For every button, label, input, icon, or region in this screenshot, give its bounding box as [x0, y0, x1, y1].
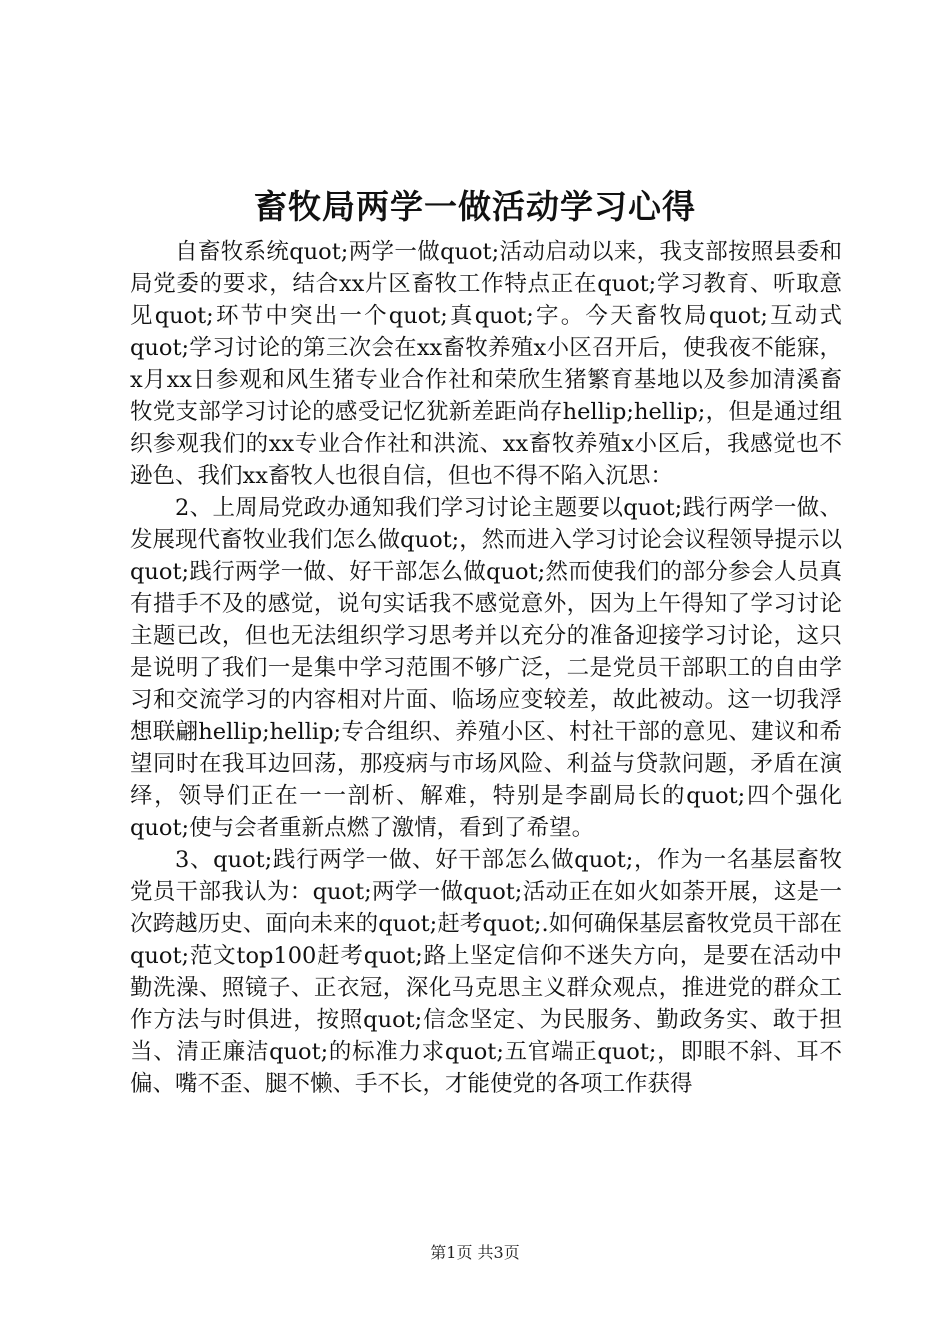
paragraph-3: 3、quot;践行两学一做、好干部怎么做quot;，作为一名基层畜牧党员干部我认为：quot;两学一做quot;活动正在如火如荼开展，这是一次跨越历史、面向未来的quot;赶考quot;.如何确保基层畜牧党员干部在quot;范文top100赶考quot;路上坚定信仰不迷失方向，是要在活动中勤洗澡、照镜子、正衣冠，深化马克思主义群众观点，推进党的群众工作方法与时俱进，按照quot;信念坚定、为民服务、勤政务实、敢于担当、清正廉洁quot;的标准力求quot;五官端正quot;，即眼不斜、耳不偏、嘴不歪、腿不懒、手不长，才能使党的各项工作获得: [130, 847, 842, 1097]
page-number-footer: 第1页 共3页: [430, 1243, 520, 1262]
paragraph-2: 2、上周局党政办通知我们学习讨论主题要以quot;践行两学一做、发展现代畜牧业我们怎么做quot;，然而进入学习讨论会议程领导提示以quot;践行两学一做、好干部怎么做quot;然而使我们的部分参会人员真有措手不及的感觉，说句实话我不感觉意外，因为上午得知了学习讨论主题已改，但也无法组织学习思考并以充分的准备迎接学习讨论，这只是说明了我们一是集中学习范围不够广泛，二是党员干部职工的自由学习和交流学习的内容相对片面、临场应变较差，故此被动。这一切我浮想联翩hellip;hellip;专合组织、养殖小区、村社干部的意见、建议和希望同时在我耳边回荡，那疫病与市场风险、利益与贷款问题，矛盾在演绎，领导们正在一一剖析、解难，特别是李副局长的quot;四个强化quot;使与会者重新点燃了激情，看到了希望。: [130, 495, 842, 841]
paragraph-1: 自畜牧系统quot;两学一做quot;活动启动以来，我支部按照县委和局党委的要求，结合xx片区畜牧工作特点正在quot;学习教育、听取意见quot;环节中突出一个quot;真quot;字。今天畜牧局quot;互动式quot;学习讨论的第三次会在xx畜牧养殖x小区召开后，使我夜不能寐，x月xx日参观和风生猪专业合作社和荣欣生猪繁育基地以及参加清溪畜牧党支部学习讨论的感受记忆犹新差距尚存hellip;hellip;，但是通过组织参观我们的xx专业合作社和洪流、xx畜牧养殖x小区后，我感觉也不逊色、我们xx畜牧人也很自信，但也不得不陷入沉思：: [130, 239, 842, 489]
document-body: [130, 236, 842, 1100]
page-title: 畜牧局两学一做活动学习心得: [254, 187, 696, 226]
